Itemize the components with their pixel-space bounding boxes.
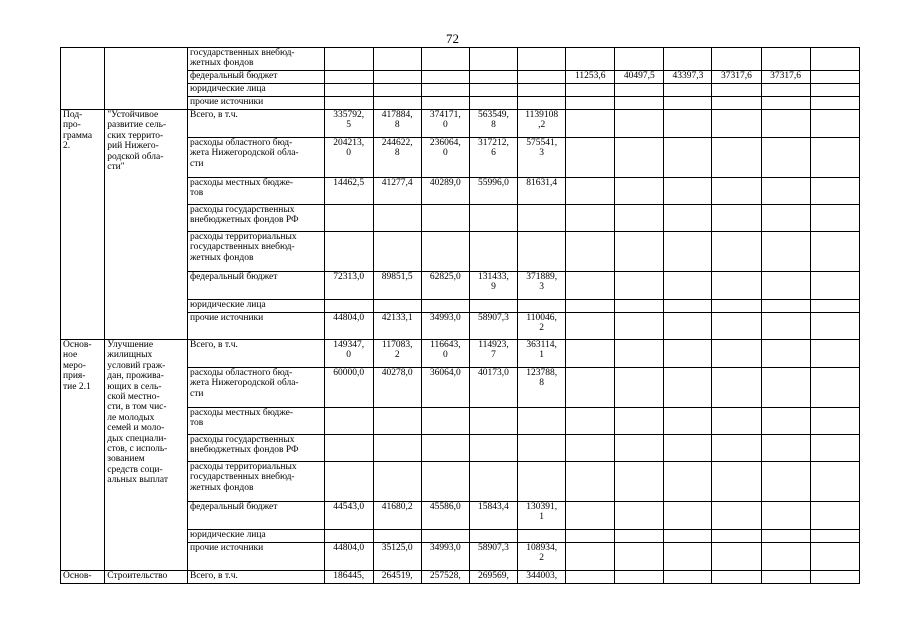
value-cell: [421, 232, 469, 272]
empty-cell: [810, 71, 860, 84]
funding-source-cell: юридические лица: [187, 300, 324, 313]
extra-value-cell: [761, 368, 810, 408]
table-row: [61, 571, 905, 584]
funding-source-cell: государственных внебюд- жетных фондов: [187, 48, 324, 71]
empty-cell: [810, 97, 860, 110]
extra-value-cell: [712, 178, 761, 205]
value-cell: 1139108 ,2: [518, 110, 566, 138]
funding-source-cell: расходы государственных внебюджетных фондов РФ: [187, 205, 324, 232]
value-cell: 130391, 1: [518, 502, 566, 530]
extra-value-cell: [664, 300, 712, 313]
extra-value-cell: [664, 340, 712, 368]
value-cell: 35125,0: [373, 543, 421, 571]
extra-value-cell: [664, 543, 712, 571]
value-cell: [421, 408, 469, 435]
value-cell: 110046, 2: [518, 313, 566, 340]
value-cell: [324, 300, 373, 313]
table-row: [61, 138, 905, 178]
funding-source-cell: Всего, в т.ч.: [187, 110, 324, 138]
program-title-cell: "Устойчивое развитие сель- ских террито- рий Нижего- родской обла- сти": [105, 110, 188, 340]
extra-value-cell: [664, 84, 712, 97]
program-code-cell: Под- про- грамма 2.: [61, 110, 105, 340]
value-cell: 44543,0: [324, 502, 373, 530]
table-row: [61, 110, 905, 138]
funding-source-cell: расходы территориальных государственных внебюд- жетных фондов: [187, 462, 324, 502]
extra-value-cell: [566, 138, 615, 178]
extra-value-cell: [566, 571, 615, 584]
extra-value-cell: [664, 571, 712, 584]
extra-value-cell: [615, 110, 664, 138]
extra-value-cell: [566, 340, 615, 368]
empty-cell: [810, 462, 860, 502]
extra-value-cell: [566, 462, 615, 502]
funding-source-cell: расходы областного бюд- жета Нижегородской обла- сти: [187, 368, 324, 408]
empty-cell: [810, 178, 860, 205]
table-row: [61, 232, 905, 272]
value-cell: [469, 205, 517, 232]
value-cell: 44804,0: [324, 313, 373, 340]
value-cell: 335792, 5: [324, 110, 373, 138]
empty-cell: [810, 368, 860, 408]
extra-value-cell: [615, 232, 664, 272]
funding-source-cell: юридические лица: [187, 84, 324, 97]
extra-value-cell: [712, 530, 761, 543]
value-cell: 41680,2: [373, 502, 421, 530]
empty-cell: [810, 48, 860, 71]
value-cell: 34993,0: [421, 313, 469, 340]
empty-cell: [810, 502, 860, 530]
value-cell: 44804,0: [324, 543, 373, 571]
value-cell: 363114, 1: [518, 340, 566, 368]
extra-value-cell: [761, 340, 810, 368]
value-cell: 131433, 9: [469, 272, 517, 300]
value-cell: [518, 71, 566, 84]
program-title-cell: [105, 48, 188, 110]
extra-value-cell: [566, 502, 615, 530]
value-cell: 123788, 8: [518, 368, 566, 408]
table-row: [61, 48, 905, 71]
value-cell: 42133,1: [373, 313, 421, 340]
value-cell: [421, 300, 469, 313]
extra-value-cell: [761, 408, 810, 435]
extra-value-cell: [566, 48, 615, 71]
extra-value-cell: [615, 48, 664, 71]
value-cell: [518, 84, 566, 97]
extra-value-cell: [566, 272, 615, 300]
extra-value-cell: [566, 110, 615, 138]
funding-source-cell: прочие источники: [187, 313, 324, 340]
extra-value-cell: [615, 543, 664, 571]
value-cell: [469, 232, 517, 272]
extra-value-cell: [761, 530, 810, 543]
value-cell: [324, 205, 373, 232]
value-cell: 117083, 2: [373, 340, 421, 368]
extra-value-cell: [615, 530, 664, 543]
page-number: 72: [446, 31, 459, 46]
funding-source-cell: расходы местных бюдже- тов: [187, 178, 324, 205]
empty-cell: [810, 313, 860, 340]
value-cell: 40289,0: [421, 178, 469, 205]
table-row: [61, 272, 905, 300]
table-row: [61, 205, 905, 232]
value-cell: 41277,4: [373, 178, 421, 205]
extra-value-cell: [664, 435, 712, 462]
value-cell: 72313,0: [324, 272, 373, 300]
value-cell: [518, 435, 566, 462]
extra-value-cell: [566, 435, 615, 462]
value-cell: 55996,0: [469, 178, 517, 205]
extra-value-cell: [761, 138, 810, 178]
extra-value-cell: [615, 340, 664, 368]
table-row: [61, 462, 905, 502]
value-cell: [324, 530, 373, 543]
empty-cell: [810, 530, 860, 543]
value-cell: [373, 300, 421, 313]
extra-value-cell: [761, 543, 810, 571]
value-cell: [324, 462, 373, 502]
value-cell: [421, 84, 469, 97]
extra-value-cell: [664, 368, 712, 408]
value-cell: 374171, 0: [421, 110, 469, 138]
value-cell: [373, 205, 421, 232]
extra-value-cell: 11253,6: [566, 71, 615, 84]
extra-value-cell: [566, 84, 615, 97]
value-cell: [518, 48, 566, 71]
extra-value-cell: [615, 571, 664, 584]
extra-value-cell: [761, 313, 810, 340]
extra-value-cell: [761, 272, 810, 300]
value-cell: 40173,0: [469, 368, 517, 408]
value-cell: [324, 84, 373, 97]
value-cell: [373, 435, 421, 462]
funding-source-cell: Всего, в т.ч.: [187, 571, 324, 584]
extra-value-cell: [761, 84, 810, 97]
value-cell: [518, 408, 566, 435]
extra-value-cell: 37317,6: [761, 71, 810, 84]
extra-value-cell: [712, 84, 761, 97]
funding-source-cell: расходы государственных внебюджетных фондов РФ: [187, 435, 324, 462]
table-row: [61, 84, 905, 97]
extra-value-cell: [566, 205, 615, 232]
extra-value-cell: [664, 178, 712, 205]
extra-value-cell: [712, 313, 761, 340]
extra-value-cell: [566, 543, 615, 571]
funding-source-cell: юридические лица: [187, 530, 324, 543]
table-row: [61, 71, 905, 84]
table-row: [61, 97, 905, 110]
extra-value-cell: [664, 313, 712, 340]
empty-cell: [810, 408, 860, 435]
value-cell: [518, 462, 566, 502]
extra-value-cell: [761, 48, 810, 71]
value-cell: [324, 408, 373, 435]
value-cell: 575541, 3: [518, 138, 566, 178]
table-row: [61, 340, 905, 368]
value-cell: 45586,0: [421, 502, 469, 530]
extra-value-cell: [712, 462, 761, 502]
extra-value-cell: [712, 110, 761, 138]
value-cell: [324, 232, 373, 272]
value-cell: [373, 462, 421, 502]
extra-value-cell: [615, 84, 664, 97]
program-code-cell: Основ- ное меро- прия- тие 2.1: [61, 340, 105, 571]
value-cell: [469, 71, 517, 84]
extra-value-cell: 40497,5: [615, 71, 664, 84]
value-cell: [373, 530, 421, 543]
extra-value-cell: [615, 368, 664, 408]
value-cell: 14462,5: [324, 178, 373, 205]
value-cell: 36064,0: [421, 368, 469, 408]
extra-value-cell: [712, 543, 761, 571]
extra-value-cell: [615, 97, 664, 110]
value-cell: [518, 530, 566, 543]
extra-value-cell: [664, 530, 712, 543]
value-cell: [373, 48, 421, 71]
program-title-cell: Строительство: [105, 571, 188, 584]
value-cell: 149347, 0: [324, 340, 373, 368]
extra-value-cell: [615, 462, 664, 502]
empty-cell: [810, 340, 860, 368]
extra-value-cell: 43397,3: [664, 71, 712, 84]
value-cell: [421, 97, 469, 110]
value-cell: [469, 48, 517, 71]
value-cell: [469, 530, 517, 543]
extra-value-cell: [712, 435, 761, 462]
value-cell: [421, 435, 469, 462]
funding-source-cell: федеральный бюджет: [187, 71, 324, 84]
extra-value-cell: [615, 408, 664, 435]
extra-value-cell: [664, 462, 712, 502]
table-row: [61, 435, 905, 462]
value-cell: 116643, 0: [421, 340, 469, 368]
extra-value-cell: 37317,6: [712, 71, 761, 84]
value-cell: 58907,3: [469, 543, 517, 571]
extra-value-cell: [712, 408, 761, 435]
table-row: [61, 530, 905, 543]
extra-value-cell: [615, 435, 664, 462]
value-cell: 108934, 2: [518, 543, 566, 571]
table-body: [61, 48, 905, 584]
budget-table: [60, 47, 905, 584]
extra-value-cell: [712, 97, 761, 110]
extra-value-cell: [712, 502, 761, 530]
table-row: [61, 408, 905, 435]
table-row: [61, 543, 905, 571]
value-cell: [421, 48, 469, 71]
extra-value-cell: [664, 232, 712, 272]
value-cell: [469, 300, 517, 313]
empty-cell: [810, 272, 860, 300]
value-cell: [324, 97, 373, 110]
funding-source-cell: федеральный бюджет: [187, 502, 324, 530]
extra-value-cell: [712, 340, 761, 368]
extra-value-cell: [712, 272, 761, 300]
empty-cell: [810, 232, 860, 272]
extra-value-cell: [664, 138, 712, 178]
value-cell: [421, 462, 469, 502]
value-cell: 62825,0: [421, 272, 469, 300]
value-cell: [373, 71, 421, 84]
value-cell: [421, 530, 469, 543]
extra-value-cell: [712, 232, 761, 272]
value-cell: 58907,3: [469, 313, 517, 340]
value-cell: 417884, 8: [373, 110, 421, 138]
value-cell: 186445,: [324, 571, 373, 584]
program-code-cell: [61, 48, 105, 110]
value-cell: [518, 97, 566, 110]
extra-value-cell: [761, 571, 810, 584]
extra-value-cell: [615, 502, 664, 530]
funding-source-cell: Всего, в т.ч.: [187, 340, 324, 368]
extra-value-cell: [615, 272, 664, 300]
extra-value-cell: [761, 110, 810, 138]
extra-value-cell: [712, 138, 761, 178]
extra-value-cell: [615, 205, 664, 232]
value-cell: [469, 435, 517, 462]
extra-value-cell: [566, 232, 615, 272]
value-cell: 15843,4: [469, 502, 517, 530]
value-cell: 344003,: [518, 571, 566, 584]
value-cell: [373, 97, 421, 110]
extra-value-cell: [615, 138, 664, 178]
program-code-cell: Основ-: [61, 571, 105, 584]
table-row: [61, 178, 905, 205]
extra-value-cell: [664, 97, 712, 110]
funding-source-cell: федеральный бюджет: [187, 272, 324, 300]
extra-value-cell: [712, 368, 761, 408]
extra-value-cell: [761, 178, 810, 205]
extra-value-cell: [664, 408, 712, 435]
extra-value-cell: [664, 272, 712, 300]
value-cell: 236064, 0: [421, 138, 469, 178]
value-cell: [518, 205, 566, 232]
extra-value-cell: [664, 110, 712, 138]
empty-cell: [810, 205, 860, 232]
value-cell: 114923, 7: [469, 340, 517, 368]
funding-source-cell: расходы территориальных государственных внебюд- жетных фондов: [187, 232, 324, 272]
value-cell: [518, 232, 566, 272]
value-cell: 244622, 8: [373, 138, 421, 178]
empty-cell: [810, 300, 860, 313]
value-cell: [324, 435, 373, 462]
extra-value-cell: [566, 178, 615, 205]
value-cell: 257528,: [421, 571, 469, 584]
value-cell: 81631,4: [518, 178, 566, 205]
funding-source-cell: расходы областного бюд- жета Нижегородской обла- сти: [187, 138, 324, 178]
empty-cell: [810, 138, 860, 178]
extra-value-cell: [761, 205, 810, 232]
extra-value-cell: [566, 530, 615, 543]
extra-value-cell: [566, 97, 615, 110]
extra-value-cell: [761, 300, 810, 313]
value-cell: [324, 71, 373, 84]
extra-value-cell: [761, 435, 810, 462]
value-cell: [324, 48, 373, 71]
extra-value-cell: [761, 232, 810, 272]
funding-source-cell: прочие источники: [187, 97, 324, 110]
value-cell: 204213, 0: [324, 138, 373, 178]
program-title-cell: Улучшение жилищных условий граж- дан, прожива- ющих в сель- ской местно- сти, в том чис- ле молодых семей и моло- дых специали- стов, с исполь- зованием средств соци- альных выплат: [105, 340, 188, 571]
extra-value-cell: [566, 408, 615, 435]
empty-cell: [810, 571, 860, 584]
extra-value-cell: [712, 48, 761, 71]
extra-value-cell: [615, 313, 664, 340]
value-cell: [421, 205, 469, 232]
table-row: [61, 368, 905, 408]
extra-value-cell: [664, 205, 712, 232]
value-cell: 34993,0: [421, 543, 469, 571]
value-cell: [373, 232, 421, 272]
value-cell: [373, 84, 421, 97]
extra-value-cell: [566, 368, 615, 408]
value-cell: 264519,: [373, 571, 421, 584]
value-cell: [469, 84, 517, 97]
empty-cell: [810, 110, 860, 138]
extra-value-cell: [761, 97, 810, 110]
value-cell: 269569,: [469, 571, 517, 584]
value-cell: 40278,0: [373, 368, 421, 408]
extra-value-cell: [712, 571, 761, 584]
funding-source-cell: прочие источники: [187, 543, 324, 571]
value-cell: [469, 97, 517, 110]
table-row: [61, 300, 905, 313]
value-cell: 60000,0: [324, 368, 373, 408]
table-row: [61, 502, 905, 530]
extra-value-cell: [712, 205, 761, 232]
value-cell: 563549, 8: [469, 110, 517, 138]
empty-cell: [810, 84, 860, 97]
empty-cell: [810, 435, 860, 462]
table-row: [61, 313, 905, 340]
value-cell: 317212, 6: [469, 138, 517, 178]
funding-source-cell: расходы местных бюдже- тов: [187, 408, 324, 435]
value-cell: [469, 408, 517, 435]
extra-value-cell: [712, 300, 761, 313]
value-cell: 371889, 3: [518, 272, 566, 300]
extra-value-cell: [761, 462, 810, 502]
value-cell: [421, 71, 469, 84]
value-cell: 89851,5: [373, 272, 421, 300]
extra-value-cell: [664, 502, 712, 530]
value-cell: [373, 408, 421, 435]
extra-value-cell: [761, 502, 810, 530]
empty-cell: [810, 543, 860, 571]
extra-value-cell: [615, 300, 664, 313]
value-cell: [518, 300, 566, 313]
extra-value-cell: [566, 313, 615, 340]
extra-value-cell: [615, 178, 664, 205]
value-cell: [469, 462, 517, 502]
extra-value-cell: [664, 48, 712, 71]
extra-value-cell: [566, 300, 615, 313]
